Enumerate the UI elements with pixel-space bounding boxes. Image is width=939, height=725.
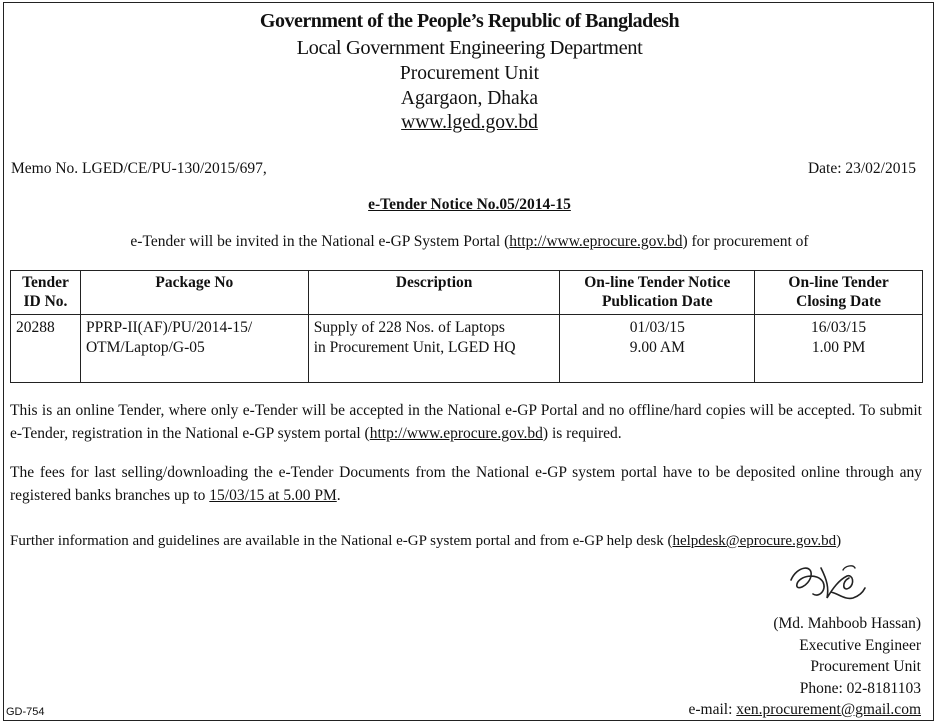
memo-date: Date: 23/02/2015: [807, 160, 916, 177]
notice-title: e-Tender Notice No.05/2014-15: [368, 196, 571, 213]
description-line2: in Procurement Unit, LGED HQ: [313, 339, 516, 356]
tender-id-value: 20288: [16, 319, 55, 336]
tender-table: [10, 270, 923, 383]
p1-portal-link[interactable]: http://www.eprocure.gov.bd: [369, 425, 543, 442]
package-line1: PPRP-II(AF)/PU/2014-15/: [85, 319, 253, 336]
cell-publication-date: [560, 315, 755, 383]
signatory-unit: Procurement Unit: [810, 658, 921, 675]
col-closing-line1: On-line Tender: [788, 274, 889, 291]
col-tender-id-line2: ID No.: [23, 293, 68, 310]
table-row: [11, 315, 923, 383]
col-publication-line1: On-line Tender Notice: [584, 274, 731, 291]
p3-end: ): [836, 533, 842, 549]
p3-text: Further information and guidelines are available in the National e-GP system portal and from e-GP help desk (: [10, 533, 673, 549]
signatory-title: Executive Engineer: [799, 636, 921, 654]
p2-deadline: 15/03/15 at 5.00 PM: [209, 487, 337, 504]
header-location: Agargaon, Dhaka: [400, 88, 539, 109]
publication-date-value: 01/03/15: [629, 319, 685, 336]
helpdesk-email-link[interactable]: helpdesk@eprocure.gov.bd: [672, 533, 837, 549]
col-publication-date: [560, 271, 755, 315]
signatory-email-line: [689, 699, 922, 721]
signature-image: [783, 558, 873, 606]
p1-text: This is an online Tender, where only e-Tender will be accepted in the National e-GP Portal and no offline/hard copies will be accepted. To submit e-Tender, registration in the National e-GP system portal (: [10, 402, 922, 442]
col-publication-line2: Publication Date: [601, 293, 713, 310]
signatory-email-link[interactable]: xen.procurement@gmail.com: [736, 701, 921, 718]
memo-number: Memo No. LGED/CE/PU-130/2015/697,: [11, 160, 267, 177]
paragraph-further-info: [10, 530, 922, 553]
signatory-phone: Phone: 02-8181103: [799, 679, 921, 697]
cell-closing-date: [755, 315, 923, 383]
col-tender-id: [11, 271, 81, 315]
cell-tender-id: [11, 315, 81, 383]
col-description-label: Description: [395, 274, 473, 291]
notice-intro: [0, 233, 939, 251]
signatory-name: (Md. Mahboob Hassan): [773, 615, 921, 632]
p1-end: ) is required.: [542, 425, 622, 442]
intro-text: e-Tender will be invited in the National e-GP System Portal (: [130, 233, 510, 250]
col-closing-line2: Closing Date: [796, 293, 881, 310]
col-tender-id-line1: Tender: [22, 274, 69, 291]
description-line1: Supply of 228 Nos. of Laptops: [313, 319, 505, 336]
paragraph-online-tender: [10, 399, 922, 445]
package-line2: OTM/Laptop/G-05: [85, 339, 205, 356]
signatory-block: [689, 613, 922, 721]
header-unit: Procurement Unit: [399, 63, 540, 84]
p2-end: .: [336, 487, 341, 504]
cell-package: [80, 315, 308, 383]
intro-portal-link[interactable]: http://www.eprocure.gov.bd: [509, 233, 683, 250]
header-government: Government of the People’s Republic of Bangladesh: [259, 10, 680, 32]
intro-text-end: ) for procurement of: [682, 233, 809, 250]
col-package-label: Package No: [155, 274, 234, 291]
email-label: e-mail:: [688, 701, 737, 718]
table-header-row: [11, 271, 923, 315]
footer-code: GD-754: [6, 706, 45, 718]
col-package: [80, 271, 308, 315]
paragraph-fees: [10, 461, 922, 507]
header-department: Local Government Engineering Department: [296, 37, 643, 59]
closing-date-value: 16/03/15: [811, 319, 867, 336]
col-closing-date: [755, 271, 923, 315]
publication-time-value: 9.00 AM: [629, 339, 685, 356]
cell-description: [308, 315, 560, 383]
col-description: [308, 271, 560, 315]
closing-time-value: 1.00 PM: [811, 339, 866, 356]
p2-text: The fees for last selling/downloading the e-Tender Documents from the National e-GP system portal have to be deposited online through any registered banks branches up to: [10, 464, 922, 504]
header-website-link[interactable]: www.lged.gov.bd: [401, 112, 538, 133]
